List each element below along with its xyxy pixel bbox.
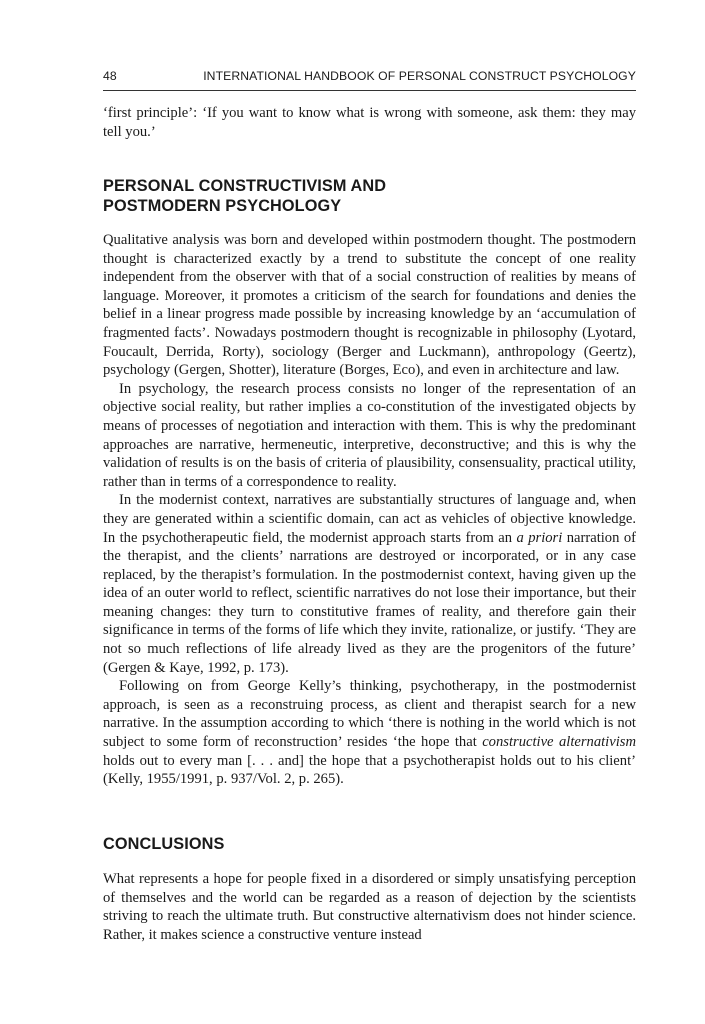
conclusions-heading: CONCLUSIONS [103,835,225,853]
section-heading-conclusions [103,834,636,854]
section-body-personal-constructivism [103,231,636,789]
paragraph-4-text-b: holds out to every man [. . . and] the hope that a psychotherapist holds out to his client’ (Kelly, 1955/1991, p. 937/Vol. 2, p. 265). [103,752,636,788]
section-heading-line-2: POSTMODERN PSYCHOLOGY [103,197,342,215]
paragraph-3-text-a: In the modernist context, narratives are substantially structures of language and, when they are generated within a scientific domain, can act as vehicles of objective knowledge. In the psychotherapeutic field, the modernist approach starts from an [103,492,636,546]
opening-paragraph: ‘first principle’: ‘If you want to know what is wrong with someone, ask them: they may tell you.’ [103,105,636,140]
paragraph-3-italic: a priori [516,529,563,546]
paragraph-3-text-b: narration of the therapist, and the clients’ narrations are destroyed or incorporated, or in any case replaced, by the therapist’s formulation. In the postmodernist context, having given up the idea of an outer world to reflect, scientific narratives do not lose their importance, but their meaning changes: they turn to constitutive frames of reality, and therefore gain their significance in terms of the forms of life which they invite, rationalize, or justify. ‘They are not so much reflections of life already lived as they are the progenitors of the future’ (Gergen & Kaye, 1992, p. 173). [103,529,636,676]
paragraph-1: Qualitative analysis was born and developed within postmodern thought. The postmodern thought is characterized exactly by a trend to substitute the concept of one reality independent from the observer with that of a social construction of realities by means of language. Moreover, it promotes a criticism of the search for foundations and denies the belief in a linear progress made possible by increasing knowledge by an ‘accumulation of fragmented facts’. Nowadays postmodern thought is recognizable in philosophy (Lyotard, Foucault, Derrida, Rorty), sociology (Berger and Luckmann), anthropology (Geertz), psychology (Gergen, Shotter), literature (Borges, Eco), and even in architecture and law. [103,232,636,379]
section-body-conclusions [103,870,636,944]
section-heading-line-1: PERSONAL CONSTRUCTIVISM AND [103,177,387,195]
paragraph-4-italic: constructive alternativism [482,734,636,751]
paragraph-2: In psychology, the research process consists no longer of the representation of an objective social reality, but rather implies a co-constitution of the investigated objects by means of processes of negotiation and interaction with them. This is why the predominant approaches are narrative, hermeneutic, interpretive, deconstructive; and this is why the validation of results is on the basis of criteria of plausibility, consensuality, practical utility, rather than in terms of a correspondence to reality. [103,380,636,490]
paragraph-4-text-a: Following on from George Kelly’s thinking, psychotherapy, in the postmodernist approach, is seen as a reconstruing process, as client and therapist search for a new narrative. In the assumption according to which ‘there is nothing in the world which is not subject to some form of reconstruction’ resides ‘the hope that [103,678,636,751]
running-header-title: INTERNATIONAL HANDBOOK OF PERSONAL CONSTRUCT PSYCHOLOGY [203,69,636,83]
section-heading-personal-constructivism [103,176,636,216]
header-rule [103,90,636,91]
running-header [103,67,636,87]
paragraph-3 [103,491,636,677]
opening-paragraph-block [103,104,636,141]
page-number: 48 [103,69,117,83]
conclusions-paragraph: What represents a hope for people fixed in a disordered or simply unsatisfying perception of themselves and the world can be regarded as a reason of dejection by the scientists striving to reach the ultimate truth. But constructive alternativism does not hinder science. Rather, it makes science a constructive venture instead [103,871,636,943]
paragraph-4 [103,677,636,789]
